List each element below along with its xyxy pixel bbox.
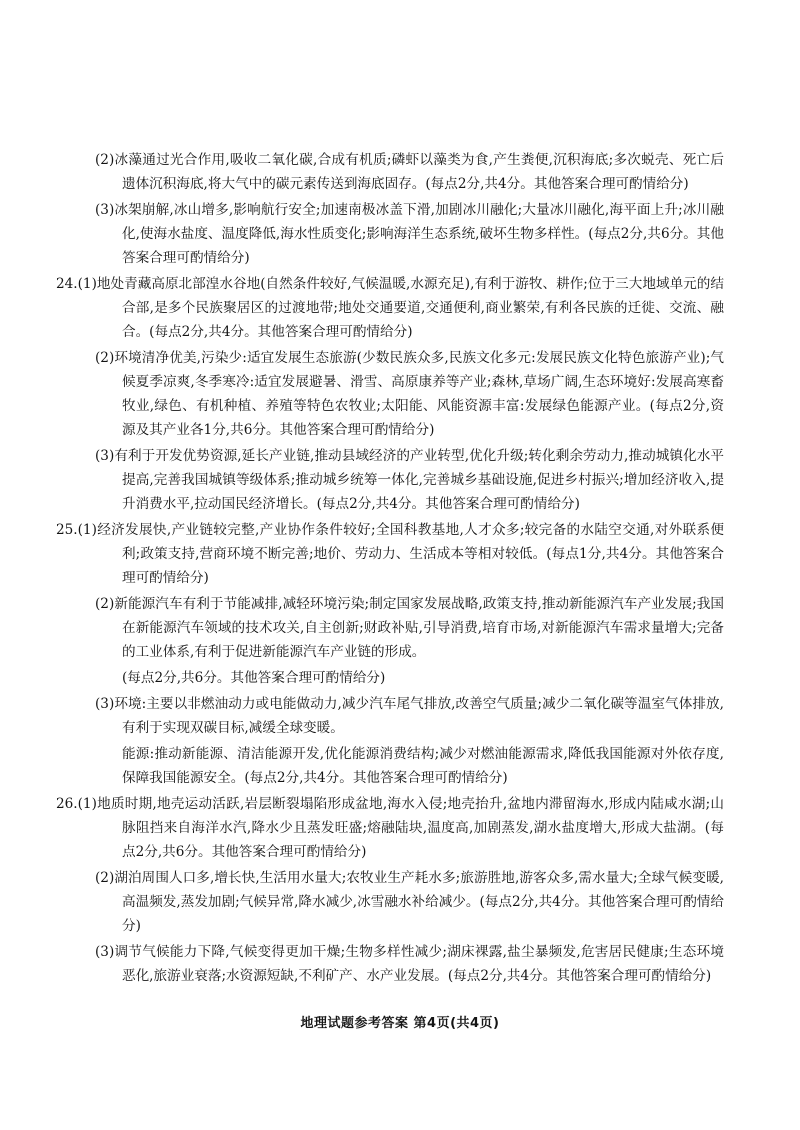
answer-26-1: 26.(1)地质时期,地壳运动活跃,岩层断裂塌陷形成盆地,海水入侵;地壳抬升,盆地内滞留海水,形成内陆咸水湖;山脉阻挡来自海洋水汽,降水少且蒸发旺盛;熔融陆块,温度高,加剧蒸发,湖水盐度增大,形成大盐湖。(每点2分,共6分。其他答案合理可酌情给分)	[56, 796, 724, 860]
answer-25-2: (2)新能源汽车有利于节能减排,减轻环境污染;制定国家发展战略,政策支持,推动新能源汽车产业发展;我国在新能源汽车领域的技术攻关,自主创新;财政补贴,引导消费,培育市场,对新能源汽车需求量增大;完备的工业体系,有利于促进新能源汽车产业链的形成。	[95, 596, 724, 660]
answer-25-2-scoring: (每点2分,共6分。其他答案合理可酌情给分)	[122, 670, 386, 686]
answer-26-3: (3)调节气候能力下降,气候变得更加干燥;生物多样性减少;湖床裸露,盐尘暴频发,危害居民健康;生态环境恶化,旅游业衰落;水资源短缺,不利矿产、水产业发展。(每点2分,共4分。其他答案合理可酌情给分)	[95, 944, 724, 984]
answer-23-3: (3)冰架崩解,冰山增多,影响航行安全;加速南极冰盖下滑,加剧冰川融化;大量冰川融化,海平面上升;冰川融化,使海水盐度、温度降低,海水性质变化;影响海洋生态系统,破坏生物多样性。(每点2分,共6分。其他答案合理可酌情给分)	[95, 202, 724, 266]
answer-24-3: (3)有利于开发优势资源,延长产业链,推动县域经济的产业转型,优化升级;转化剩余劳动力,推动城镇化水平提高,完善我国城镇等级体系;推动城乡统筹一体化,完善城乡基础设施,促进乡村振兴;增加经济收入,提升消费水平,拉动国民经济增长。(每点2分,共4分。其他答案合理可酌情给分)	[95, 448, 724, 512]
answer-25-3-energy: 能源:推动新能源、清洁能源开发,优化能源消费结构;减少对燃油能源需求,降低我国能源对外依存度,保障我国能源安全。(每点2分,共4分。其他答案合理可酌情给分)	[122, 746, 724, 786]
answer-25-1: 25.(1)经济发展快,产业链较完整,产业协作条件较好;全国科教基地,人才众多;较完备的水陆空交通,对外联系便利;政策支持,营商环境不断完善;地价、劳动力、生活成本等相对较低。(每点1分,共4分。其他答案合理可酌情给分)	[56, 522, 724, 586]
page-footer: 地理试题参考答案 第4页(共4页)	[300, 1016, 500, 1031]
answer-24-1: 24.(1)地处青藏高原北部湟水谷地(自然条件较好,气候温暖,水源充足),有利于游牧、耕作;位于三大地域单元的结合部,是多个民族聚居区的过渡地带;地处交通要道,交通便利,商业繁荣,有利各民族的迁徙、交流、融合。(每点2分,共4分。其他答案合理可酌情给分)	[56, 276, 724, 340]
answer-23-2: (2)冰藻通过光合作用,吸收二氧化碳,合成有机质;磷虾以藻类为食,产生粪便,沉积海底;多次蜕壳、死亡后遗体沉积海底,将大气中的碳元素传送到海底固存。(每点2分,共4分。其他答案合理可酌情给分)	[95, 152, 724, 192]
answer-content	[56, 148, 724, 990]
answer-24-2: (2)环境清净优美,污染少:适宜发展生态旅游(少数民族众多,民族文化多元:发展民族文化特色旅游产业);气候夏季凉爽,冬季寒冷:适宜发展避暑、滑雪、高原康养等产业;森林,草场广阔,生态环境好:发展高寒畜牧业,绿色、有机种植、养殖等特色农牧业;太阳能、风能资源丰富:发展绿色能源产业。(每点2分,资源及其产业各1分,共6分。其他答案合理可酌情给分)	[95, 350, 724, 438]
answer-25-3-environment: (3)环境:主要以非燃油动力或电能做动力,减少汽车尾气排放,改善空气质量;减少二氧化碳等温室气体排放,有利于实现双碳目标,减缓全球变暖。	[95, 696, 724, 736]
answer-26-2: (2)湖泊周围人口多,增长快,生活用水量大;农牧业生产耗水多;旅游胜地,游客众多,需水量大;全球气候变暖,高温频发,蒸发加剧;气候异常,降水减少,冰雪融水补给减少。(每点2分,共4分。其他答案合理可酌情给分)	[95, 870, 724, 934]
